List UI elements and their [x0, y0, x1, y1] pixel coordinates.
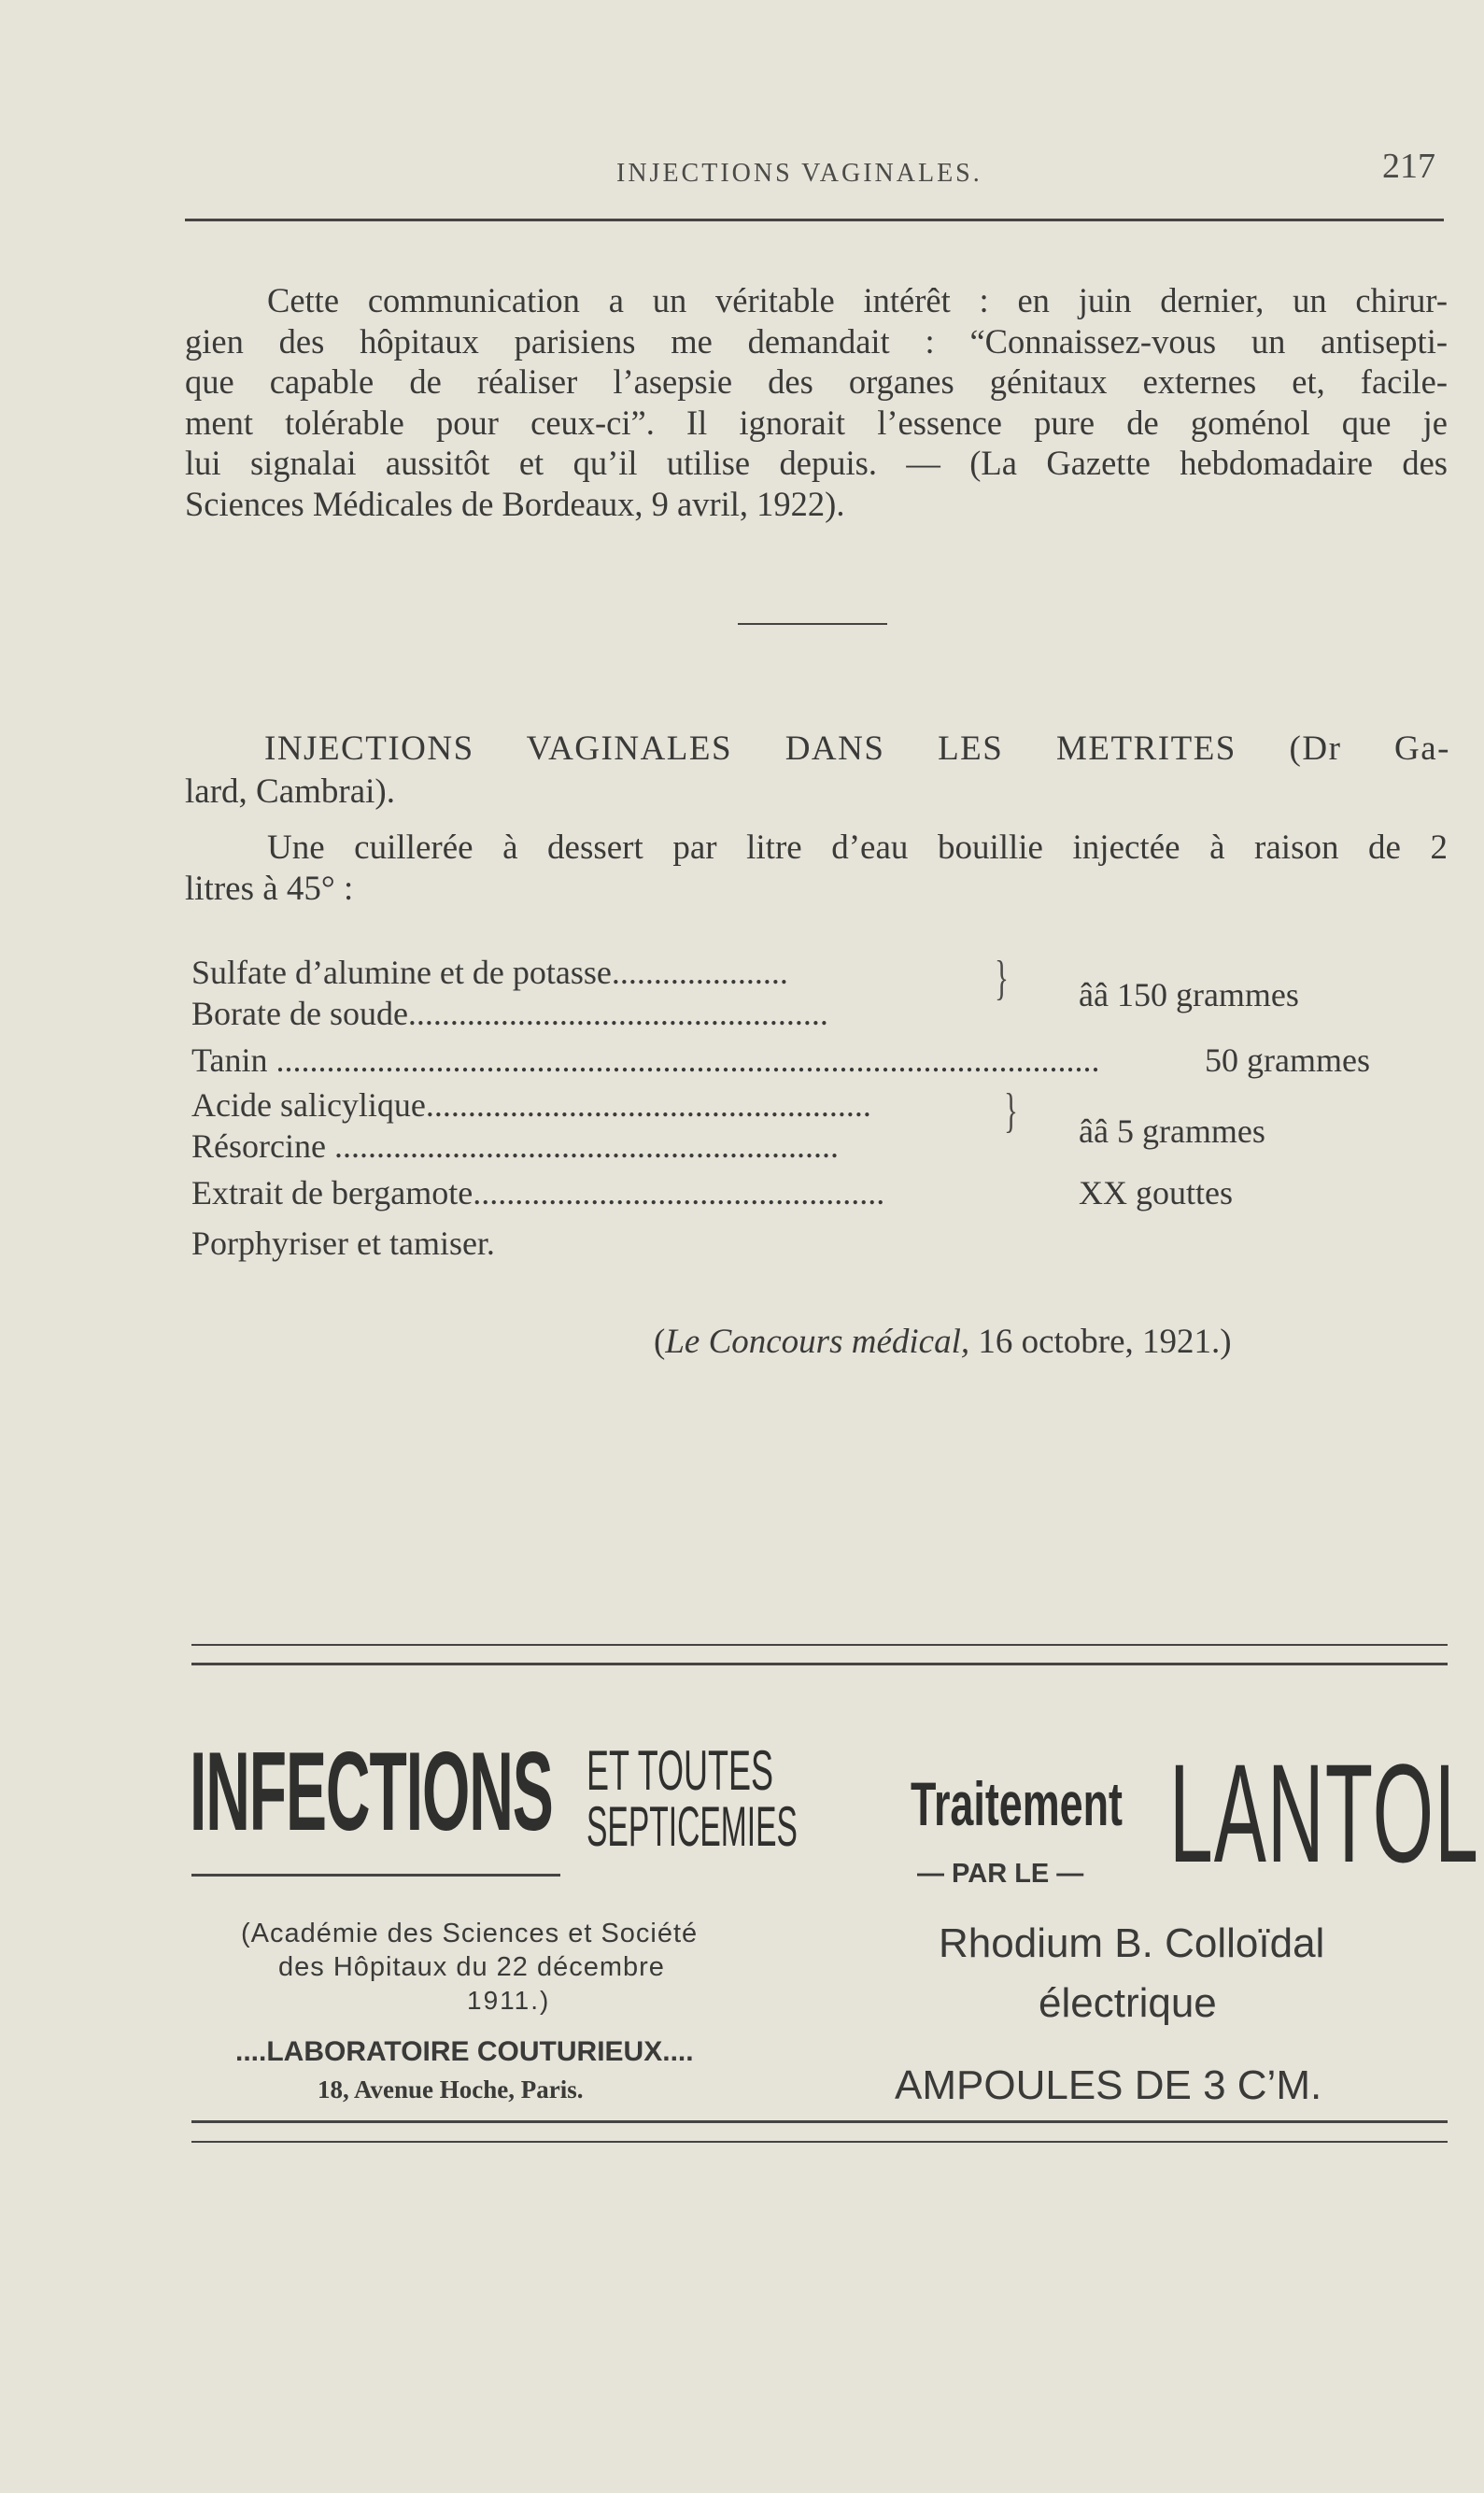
ingredient-item: Sulfate d’alumine et de potasse..................... — [191, 954, 788, 991]
citation-journal: Le Concours médical, — [665, 1323, 970, 1361]
ad-note: (Académie des Sciences et Société — [241, 1919, 699, 1948]
ad-bottom-rule — [191, 2120, 1448, 2123]
ad-bottom-rule — [191, 2141, 1448, 2143]
amount-value: 50 grammes — [1205, 1041, 1370, 1079]
section-title-continued: lard, Cambrai). — [185, 772, 395, 811]
intro-line: Cette communication a un véritable intérêt : en juin dernier, un chirur- — [267, 281, 1448, 319]
instruction-line: Une cuillerée à dessert par litre d’eau bouillie injectée à raison de 2 — [267, 829, 1448, 867]
page-number: 217 — [1382, 147, 1435, 186]
ad-lab-name: ....LABORATOIRE COUTURIEUX.... — [235, 2036, 694, 2067]
brace-icon: } — [1003, 1084, 1018, 1138]
ad-note: des Hôpitaux du 22 décembre — [278, 1952, 665, 1982]
ad-headline: INFECTIONS — [190, 1729, 553, 1854]
ingredient-item: Résorcine ............................................................ — [191, 1127, 839, 1165]
amount-value: XX gouttes — [1079, 1174, 1233, 1211]
ad-par-le: — PAR LE — — [917, 1859, 1084, 1889]
ingredient-item: Tanin .................................................................................................. — [191, 1041, 1100, 1079]
instruction — [185, 828, 1448, 909]
instruction-line: litres à 45° : — [185, 869, 354, 908]
running-title: INJECTIONS VAGINALES. — [616, 159, 982, 188]
intro-paragraph — [185, 280, 1448, 524]
intro-line: Sciences Médicales de Bordeaux, 9 avril, 1922). — [185, 484, 845, 523]
ingredient-item: Extrait de bergamote................................................. — [191, 1174, 885, 1211]
section-title-line: INJECTIONS VAGINALES DANS LES METRITES (Dr Ga- — [264, 729, 1450, 768]
ad-top-rule — [191, 1644, 1448, 1646]
citation-open: ( — [654, 1323, 666, 1361]
section-separator — [738, 623, 887, 625]
intro-line: lui signalai aussitôt et qu’il utilise depuis. — (La Gazette hebdomadaire des — [185, 444, 1448, 482]
brace-icon: } — [994, 952, 1009, 1005]
amount-value: ââ 5 grammes — [1079, 1112, 1265, 1150]
ad-top-rule — [191, 1663, 1448, 1665]
recipe-instruction: Porphyriser et tamiser. — [191, 1225, 495, 1262]
ad-brand: LANTOL — [1169, 1735, 1479, 1891]
ad-subheadline: SEPTICEMIES — [587, 1795, 798, 1858]
intro-line: gien des hôpitaux parisiens me demandait : “Connaissez-vous un antisepti- — [185, 321, 1448, 361]
ingredient-item: Borate de soude.................................................. — [191, 995, 828, 1032]
ad-product-line: AMPOULES DE 3 C’M. — [895, 2062, 1322, 2108]
ad-product-line: Rhodium B. Colloïdal — [939, 1920, 1325, 1966]
intro-line: ment tolérable pour ceux-ci”. Il ignorait l’essence pure de goménol que je — [185, 403, 1448, 442]
intro-line: que capable de réaliser l’asepsie des organes génitaux externes et, facile- — [185, 362, 1448, 401]
ingredient-item: Acide salicylique..................................................... — [191, 1086, 871, 1124]
header-rule — [185, 219, 1444, 221]
ad-left-underline — [191, 1874, 560, 1877]
ad-product-line: électrique — [1039, 1980, 1217, 2026]
ad-treatment: Traitement — [911, 1769, 1123, 1838]
ad-note: 1911.) — [467, 1986, 551, 2015]
citation — [654, 1322, 1232, 1362]
section-title — [264, 729, 1450, 769]
amount-value: ââ 150 grammes — [1079, 976, 1299, 1013]
citation-date: 16 octobre, 1921.) — [978, 1323, 1232, 1361]
ad-subheadline: ET TOUTES — [587, 1739, 774, 1802]
ad-address: 18, Avenue Hoche, Paris. — [318, 2075, 584, 2103]
